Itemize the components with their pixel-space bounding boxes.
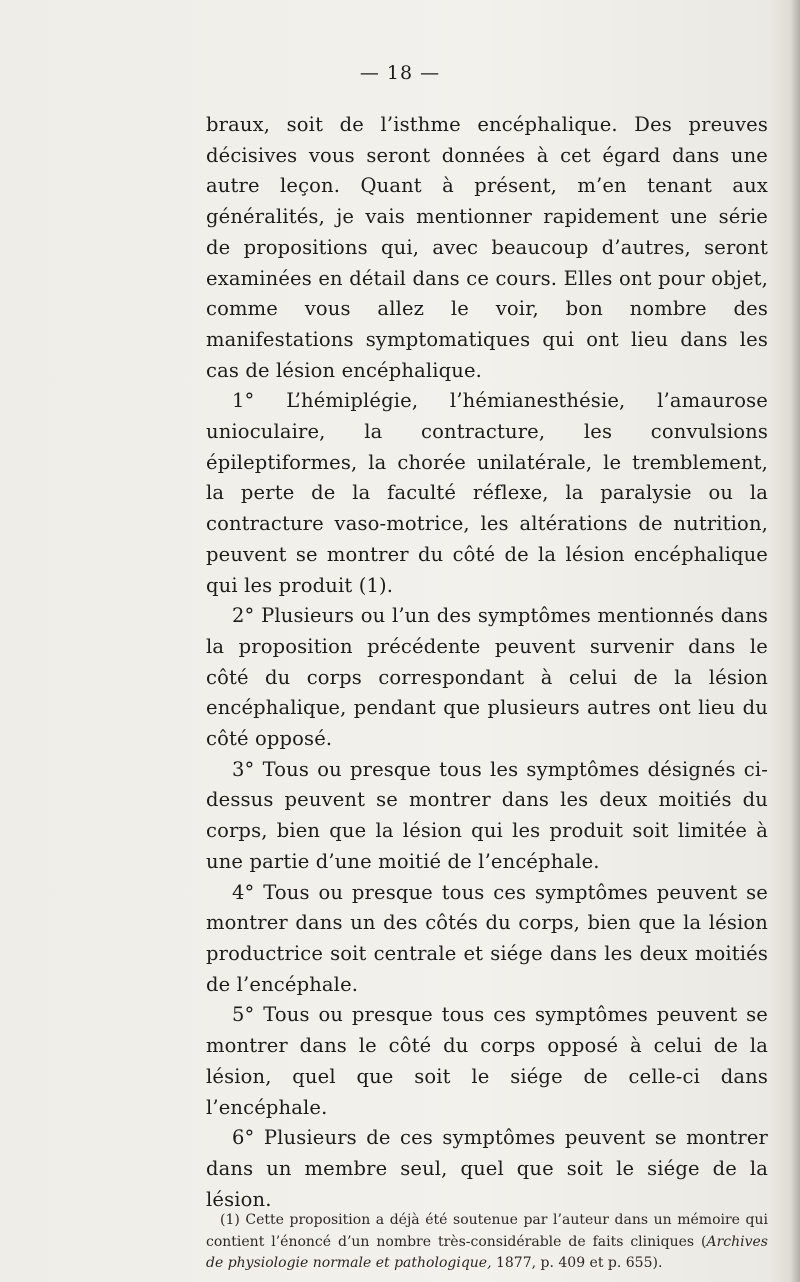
- paragraph-proposition-5: 5° Tous ou presque tous ces symptômes peuvent se montrer dans le côté du corps opposé à celui de la lésion, quel que soit le siége de celle-ci dans l’encéphale.: [206, 1003, 768, 1119]
- footnote: [206, 1210, 768, 1275]
- footnote-text: [206, 1210, 768, 1275]
- page-number: — 18 —: [359, 62, 441, 84]
- page-edge-shadow: [790, 0, 800, 1282]
- paragraph-proposition-4: 4° Tous ou presque tous ces symptômes peuvent se montrer dans un des côtés du corps, bien que la lésion productrice soit centrale et siége dans les deux moitiés de l’encéphale.: [206, 880, 768, 996]
- paragraph-intro: braux, soit de l’isthme encéphalique. Des preuves décisives vous seront données à cet égard dans une autre leçon. Quant à présent, m’en tenant aux généralités, je vais mentionner rapidement une série de propositions qui, avec beaucoup d’autres, seront examinées en détail dans ce cours. Elles ont pour objet, comme vous allez le voir, bon nombre des manifestations symptomatiques qui ont lieu dans les cas de lésion encéphalique.: [206, 113, 768, 382]
- footnote-text-start: (1) Cette proposition a déjà été soutenue par l’auteur dans un mémoire qui contient l’énoncé d’un nombre très-considérable de faits cliniques (: [206, 1212, 768, 1250]
- footnote-journal-title: Archives de physiologie normale et pathologique,: [206, 1233, 768, 1271]
- paragraph-proposition-3: 3° Tous ou presque tous les symptômes désignés ci-dessus peuvent se montrer dans les deux moitiés du corps, bien que la lésion qui les produit soit limitée à une partie d’une moitié de l’encéphale.: [206, 757, 768, 873]
- paragraph-proposition-6: 6° Plusieurs de ces symptômes peuvent se montrer dans un membre seul, quel que soit le siége de la lésion.: [206, 1126, 768, 1211]
- body-text: [206, 110, 768, 1215]
- footnote-text-end: 1877, p. 409 et p. 655).: [491, 1255, 663, 1271]
- paragraph-proposition-1: 1° L’hémiplégie, l’hémianesthésie, l’amaurose unioculaire, la contracture, les convulsions épileptiformes, la chorée unilatérale, le tremblement, la perte de la faculté réflexe, la paralysie ou la contracture vaso-motrice, les altérations de nutrition, peuvent se montrer du côté de la lésion encéphalique qui les produit (1).: [206, 389, 768, 597]
- paragraph-proposition-2: 2° Plusieurs ou l’un des symptômes mentionnés dans la proposition précédente peuvent survenir dans le côté du corps correspondant à celui de la lésion encéphalique, pendant que plusieurs autres ont lieu du côté opposé.: [206, 604, 768, 751]
